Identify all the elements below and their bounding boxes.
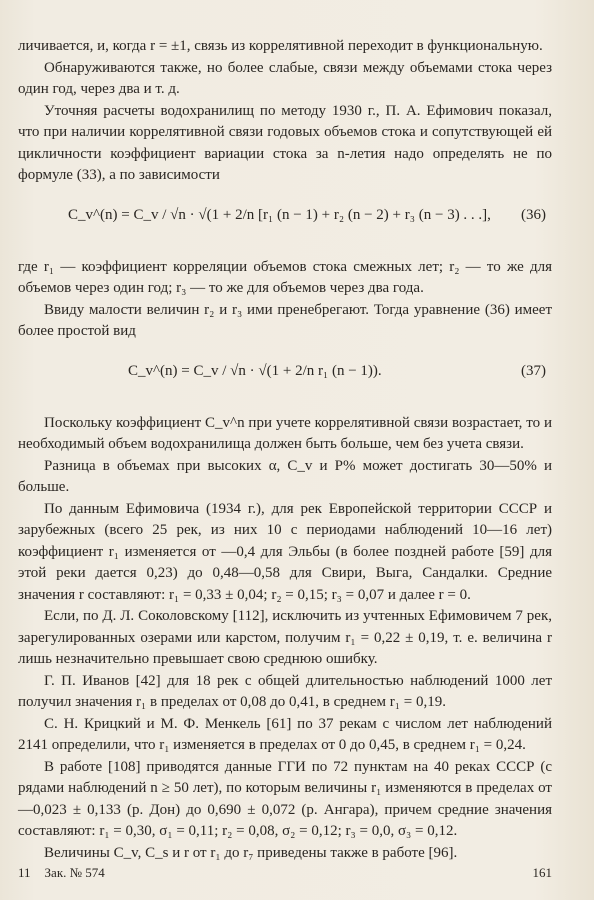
page-body [18,36,552,864]
paragraph: Величины C_v, C_s и r от r₁ до r₇ приведены также в работе [96]. [44,844,458,861]
paragraph: Обнаруживаются также, но более слабые, связи между объемами стока через один год, через два и т. д. [18,59,552,97]
paragraph: Разница в объемах при высоких α, C_v и P% может достигать 30—50% и больше. [18,457,552,495]
paragraph: В работе [108] приводятся данные ГГИ по 72 пунктам на 40 реках СССР (с рядами наблюдений n ≥ 50 лет), по которым величины r₁ изменяются в пределах от —0,023 ± 0,133 (р. Дон) до 0,690 ± 0,072 (р. Ангара), причем средние значения составляют: r₁ = 0,30, σ₁ = 0,11; r₂ = 0,08, σ₂ = 0,12; r₃ = 0,0, σ₃ = 0,12. [18,758,552,839]
formula-36 [18,187,552,257]
paragraph: Уточняя расчеты водохранилищ по методу 1930 г., П. А. Ефимович показал, что при наличии коррелятивной связи годовых объемов стока и сопутствующей ей цикличности коэффициент вариации стока за n-летия надо определять не по формуле (33), а по зависимости [18,102,552,183]
paragraph: личивается, и, когда r = ±1, связь из коррелятивной переходит в функциональную. [18,38,543,54]
print-order: Зак. № 574 [44,865,105,880]
formula-36-expression: C_v^(n) = C_v / √n · √(1 + 2/n [r₁ (n − 1) + r₂ (n − 2) + r₃ (n − 3) . . .], [68,206,491,223]
paragraph: Поскольку коэффициент C_v^n при учете коррелятивной связи возрастает, то и необходимый объем водохранилища должен быть больше, чем без учета связи. [18,414,552,452]
paragraph: Г. П. Иванов [42] для 18 рек с общей длительностью наблюдений 1000 лет получил значения r₁ в пределах от 0,08 до 0,41, в среднем r₁ = 0,19. [18,672,552,710]
paragraph: Ввиду малости величин r₂ и r₃ ими пренебрегают. Тогда уравнение (36) имеет более простой вид [18,301,552,339]
paragraph: С. Н. Крицкий и М. Ф. Менкель [61] по 37 рекам с числом лет наблюдений 2141 определили, что r₁ изменяется в пределах от 0 до 0,45, в среднем r₁ = 0,24. [18,715,552,753]
paragraph: Если, по Д. Л. Соколовскому [112], исключить из учтенных Ефимовичем 7 рек, зарегулированных озерами или карстом, получим r₁ = 0,22 ± 0,19, т. е. величина r лишь незначительно превышает свою среднюю ошибку. [18,608,552,667]
page-footer [18,865,552,881]
page-number: 161 [532,865,552,880]
signature-mark: 11 [18,865,31,880]
formula-37-expression: C_v^(n) = C_v / √n · √(1 + 2/n r₁ (n − 1)). [128,362,382,379]
paragraph: где r₁ — коэффициент корреляции объемов стока смежных лет; r₂ — то же для объемов через один год; r₃ — то же для объемов через два года. [18,258,552,296]
paragraph: По данным Ефимовича (1934 г.), для рек Европейской территории СССР и зарубежных (всего 25 рек, из них 10 с периодами наблюдений 10—16 лет) коэффициент r₁ изменяется от —0,4 для Эльбы (в более поздней работе [59] для этой реки дается 0,23) до 0,48—0,58 для Свири, Выга, Сандалки. Средние значения r составляют: r₁ = 0,33 ± 0,04; r₂ = 0,15; r₃ = 0,07 и далее r = 0. [18,500,552,603]
formula-37 [18,343,552,413]
formula-37-number: (37) [521,362,546,379]
formula-36-number: (36) [521,206,546,223]
